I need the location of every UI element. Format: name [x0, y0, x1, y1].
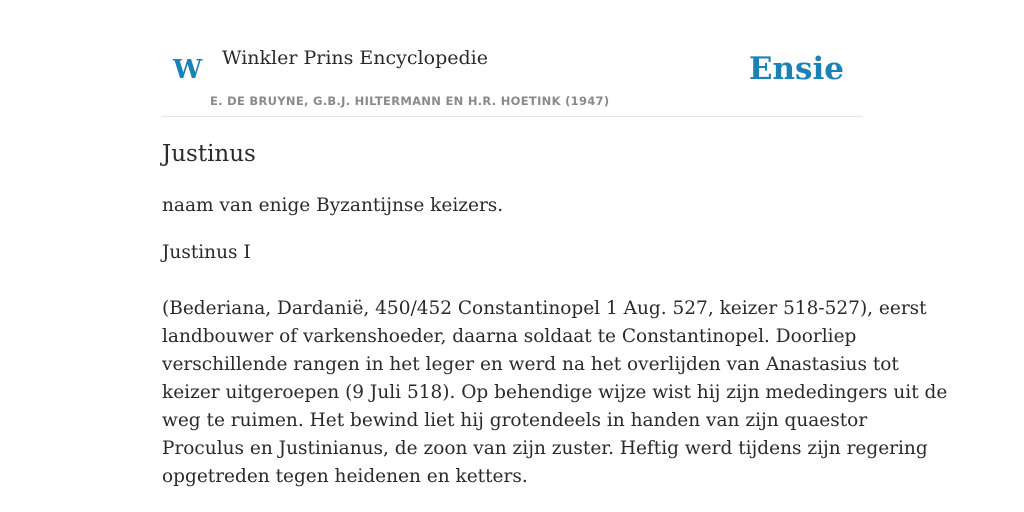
body-line: Proculus en Justinianus, de zoon van zijn zuster. Heftig werd tijdens zijn regering	[162, 438, 928, 459]
entry-body	[162, 295, 948, 491]
body-line: (Bederiana, Dardanië, 450/452 Constantinopel 1 Aug. 527, keizer 518-527), eerst	[162, 298, 927, 319]
body-line: opgetreden tegen heidenen en ketters.	[162, 466, 528, 487]
book-title[interactable]: Winkler Prins Encyclopedie	[222, 47, 488, 69]
winkler-prins-logo[interactable]: W	[173, 55, 203, 85]
body-line: weg te ruimen. Het bewind liet hij grotendeels in handen van zijn quaestor	[162, 410, 868, 431]
entry-subtitle: Justinus I	[162, 242, 251, 263]
entry-summary: naam van enige Byzantijnse keizers.	[162, 195, 504, 216]
body-line: keizer uitgeroepen (9 Juli 518). Op behendige wijze wist hij zijn mededingers uit de	[162, 382, 948, 403]
entry-title: Justinus	[162, 141, 256, 167]
page	[162, 0, 948, 512]
body-line: verschillende rangen in het leger en werd na het overlijden van Anastasius tot	[162, 354, 899, 375]
source-header	[162, 0, 862, 117]
body-line: landbouwer of varkenshoeder, daarna soldaat te Constantinopel. Doorliep	[162, 326, 857, 347]
book-authors: E. DE BRUYNE, G.B.J. HILTERMANN EN H.R. HOETINK (1947)	[210, 94, 610, 108]
ensie-logo[interactable]: Ensie	[748, 51, 844, 87]
